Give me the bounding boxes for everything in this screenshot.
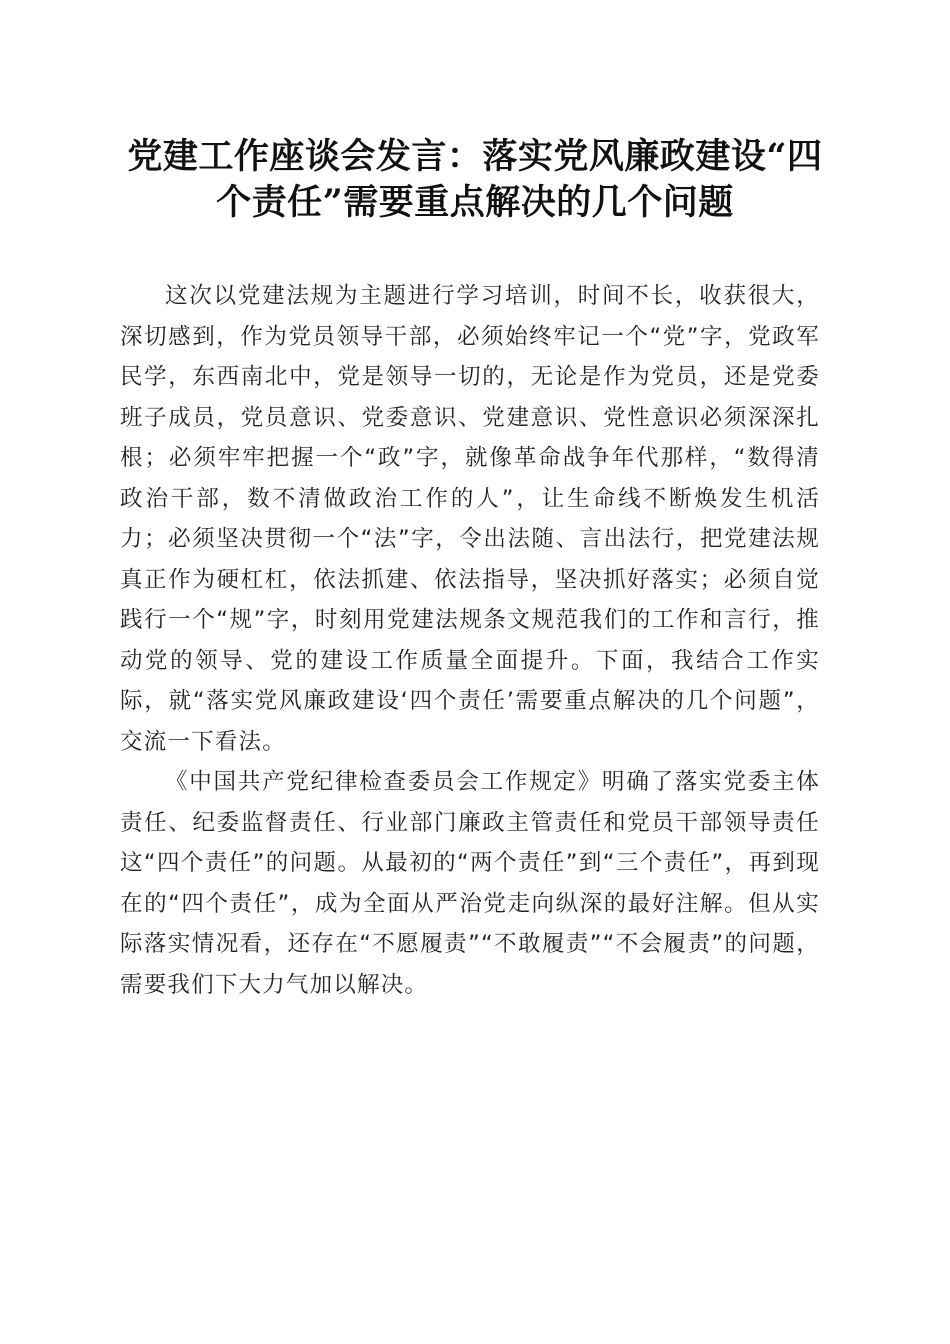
title-line-1: 党建工作座谈会发言：落实党风廉政建设“四 — [127, 136, 823, 177]
paragraph-1: 这次以党建法规为主题进行学习培训，时间不长，收获很大，深切感到，作为党员领导干部，必须始终牢记一个“党”字，党政军民学，东西南北中，党是领导一切的，无论是作为党员，还是党委班子成员，党员意识、党委意识、党建意识、党性意识必须深深扎根；必须牢牢把握一个“政”字，就像革命战争年代那样，“数得清政治干部，数不清做政治工作的人”，让生命线不断焕发生机活力；必须坚决贯彻一个“法”字，令出法随、言出法行，把党建法规真正作为硬杠杠，依法抓建、依法指导，坚决抓好落实；必须自觉践行一个“规”字，时刻用党建法规条文规范我们的工作和言行，推动党的领导、党的建设工作质量全面提升。下面，我结合工作实际，就“落实党风廉政建设‘四个责任’需要重点解决的几个问题”，交流一下看法。 — [120, 283, 820, 755]
paragraph-2: 《中国共产党纪律检查委员会工作规定》明确了落实党委主体责任、纪委监督责任、行业部门廉政主管责任和党员干部领导责任这“四个责任”的问题。从最初的“两个责任”到“三个责任”，再到现在的“四个责任”，成为全面从严治党走向纵深的最好注解。但从实际落实情况看，还存在“不愿履责”“不敢履责”“不会履责”的问题，需要我们下大力气加以解决。 — [120, 769, 820, 998]
document-body — [120, 276, 820, 1005]
title-line-2: 个责任”需要重点解决的几个问题 — [216, 182, 734, 223]
document-title — [100, 134, 850, 226]
